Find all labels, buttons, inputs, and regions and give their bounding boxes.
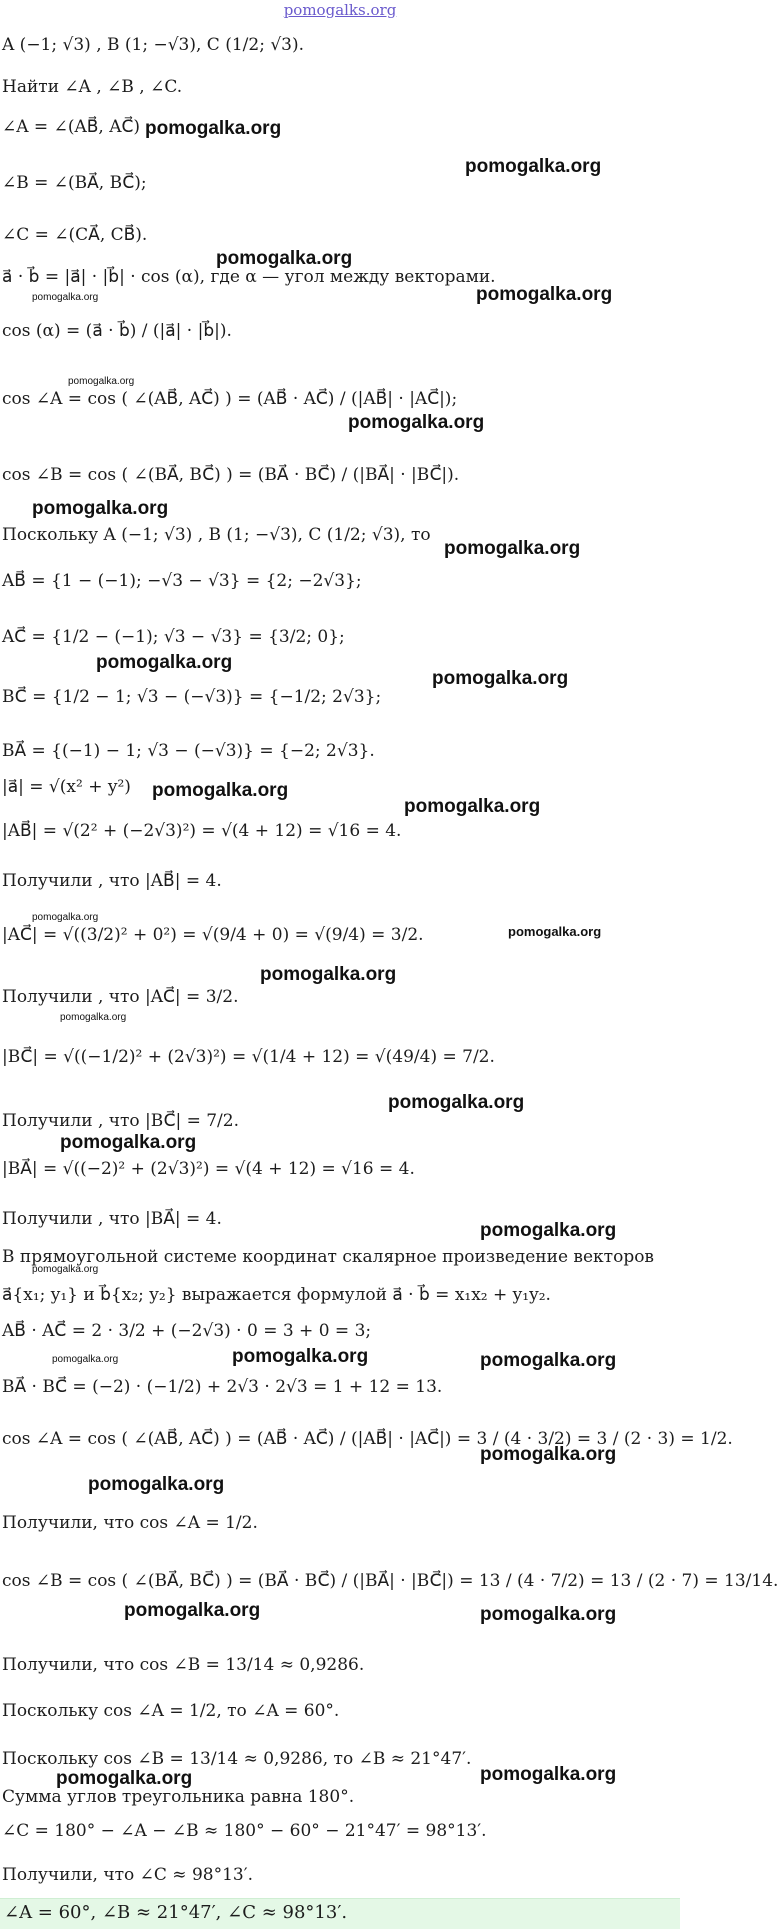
watermark-text: pomogalka.org: [96, 652, 233, 673]
solution-line: BA⃗ · BC⃗ = (−2) · (−1/2) + 2√3 · 2√3 = 1 + 12 = 13.: [2, 1377, 443, 1397]
solution-line: AB⃗ = {1 − (−1); −√3 − √3} = {2; −2√3};: [2, 571, 362, 591]
watermark-text: pomogalka.org: [56, 1768, 193, 1789]
watermark-text: pomogalka.org: [480, 1444, 617, 1465]
watermark-text: pomogalka.org: [348, 412, 485, 433]
solution-line: Получили, что cos ∠A = 1/2.: [2, 1513, 258, 1533]
solution-line: Найти ∠A , ∠B , ∠C.: [2, 77, 183, 97]
solution-line: Поскольку cos ∠A = 1/2, то ∠A = 60°.: [2, 1701, 340, 1721]
solution-line: Получили , что |AB⃗| = 4.: [2, 871, 222, 891]
solution-line: ∠C = ∠(CA⃗, CB⃗).: [2, 225, 148, 245]
watermark-text: pomogalka.org: [404, 796, 541, 817]
watermark-text: pomogalka.org: [52, 1354, 119, 1365]
solution-line: |AB⃗| = √(2² + (−2√3)²) = √(4 + 12) = √16 = 4.: [2, 821, 402, 841]
solution-line: ∠C = 180° − ∠A − ∠B ≈ 180° − 60° − 21°47′ = 98°13′.: [2, 1821, 487, 1841]
watermark-text: pomogalka.org: [60, 1012, 127, 1023]
solution-line: BC⃗ = {1/2 − 1; √3 − (−√3)} = {−1/2; 2√3};: [2, 687, 382, 707]
watermark-text: pomogalka.org: [480, 1604, 617, 1625]
solution-line: Получили , что |BA⃗| = 4.: [2, 1209, 222, 1229]
solution-line: AB⃗ · AC⃗ = 2 · 3/2 + (−2√3) · 0 = 3 + 0 = 3;: [2, 1321, 372, 1341]
solution-line: В прямоугольной системе координат скалярное произведение векторов: [2, 1247, 655, 1267]
solution-line: ∠B = ∠(BA⃗, BC⃗);: [2, 173, 147, 193]
watermark-text: pomogalka.org: [145, 118, 282, 139]
solution-line: |BA⃗| = √((−2)² + (2√3)²) = √(4 + 12) = √16 = 4.: [2, 1159, 415, 1179]
solution-line: ∠A = ∠(AB⃗, AC⃗): [2, 117, 140, 137]
watermark-text: pomogalka.org: [88, 1474, 225, 1495]
watermark-text: pomogalka.org: [388, 1092, 525, 1113]
watermark-text: pomogalka.org: [152, 780, 289, 801]
watermark-text: pomogalka.org: [432, 668, 569, 689]
watermark-text: pomogalka.org: [480, 1220, 617, 1241]
watermark-text: pomogalka.org: [32, 1264, 99, 1275]
watermark-text: pomogalka.org: [444, 538, 581, 559]
solution-line: Поскольку cos ∠B = 13/14 ≈ 0,9286, то ∠B ≈ 21°47′.: [2, 1749, 472, 1769]
watermark-text: pomogalka.org: [260, 964, 397, 985]
solution-line: cos ∠B = cos ( ∠(BA⃗, BC⃗) ) = (BA⃗ · BC⃗) / (|BA⃗| · |BC⃗|).: [2, 465, 460, 485]
solution-line: AC⃗ = {1/2 − (−1); √3 − √3} = {3/2; 0};: [2, 627, 345, 647]
solution-line: Сумма углов треугольника равна 180°.: [2, 1787, 355, 1807]
solution-line: |AC⃗| = √((3/2)² + 0²) = √(9/4 + 0) = √(9/4) = 3/2.: [2, 925, 424, 945]
watermark-text: pomogalka.org: [32, 498, 169, 519]
watermark-text: pomogalka.org: [32, 292, 99, 303]
watermark-text: pomogalka.org: [476, 284, 613, 305]
solution-line: Получили , что |BC⃗| = 7/2.: [2, 1111, 240, 1131]
solution-line: |BC⃗| = √((−1/2)² + (2√3)²) = √(1/4 + 12) = √(49/4) = 7/2.: [2, 1047, 495, 1067]
watermark-text: pomogalka.org: [124, 1600, 261, 1621]
solution-line: cos ∠B = cos ( ∠(BA⃗, BC⃗) ) = (BA⃗ · BC⃗) / (|BA⃗| · |BC⃗|) = 13 / (4 · 7/2) = 13 / (2 · 7) = 13/14.: [2, 1571, 778, 1591]
watermark-text: pomogalka.org: [60, 1132, 197, 1153]
watermark-text: pomogalka.org: [32, 912, 99, 923]
solution-line: BA⃗ = {(−1) − 1; √3 − (−√3)} = {−2; 2√3}.: [2, 741, 375, 761]
answer-text: ∠A = 60°, ∠B ≈ 21°47′, ∠C ≈ 98°13′.: [4, 1902, 348, 1923]
solution-line: a⃗{x₁; y₁} и b⃗{x₂; y₂} выражается формулой a⃗ · b⃗ = x₁x₂ + y₁y₂.: [2, 1285, 551, 1305]
solution-line: cos ∠A = cos ( ∠(AB⃗, AC⃗) ) = (AB⃗ · AC⃗) / (|AB⃗| · |AC⃗|);: [2, 389, 458, 409]
watermark-text: pomogalka.org: [508, 924, 602, 939]
solution-line: Получили , что |AC⃗| = 3/2.: [2, 987, 239, 1007]
solution-line: cos (α) = (a⃗ · b⃗) / (|a⃗| · |b⃗|).: [2, 321, 232, 341]
solution-line: Поскольку A (−1; √3) , B (1; −√3), C (1/2; √3), то: [2, 525, 431, 545]
watermark-text: pomogalka.org: [68, 376, 135, 387]
watermark-text: pomogalka.org: [232, 1346, 369, 1367]
answer-box: [0, 1898, 680, 1929]
watermark-text: pomogalka.org: [216, 248, 353, 269]
watermark-text: pomogalka.org: [480, 1764, 617, 1785]
watermark-text: pomogalka.org: [465, 156, 602, 177]
solution-line: cos ∠A = cos ( ∠(AB⃗, AC⃗) ) = (AB⃗ · AC⃗) / (|AB⃗| · |AC⃗|) = 3 / (4 · 3/2) = 3 / (2 · 3) = 1/2.: [2, 1429, 733, 1449]
header-watermark[interactable]: pomogalks.org: [283, 1, 397, 19]
solution-line: Получили, что cos ∠B = 13/14 ≈ 0,9286.: [2, 1655, 365, 1675]
solution-line: |a⃗| = √(x² + y²): [2, 777, 131, 797]
solution-line: Получили, что ∠C ≈ 98°13′.: [2, 1865, 253, 1885]
solution-line: A (−1; √3) , B (1; −√3), C (1/2; √3).: [2, 35, 305, 55]
watermark-text: pomogalka.org: [480, 1350, 617, 1371]
solution-line: a⃗ · b⃗ = |a⃗| · |b⃗| · cos (α), где α — угол между векторами.: [2, 267, 496, 287]
